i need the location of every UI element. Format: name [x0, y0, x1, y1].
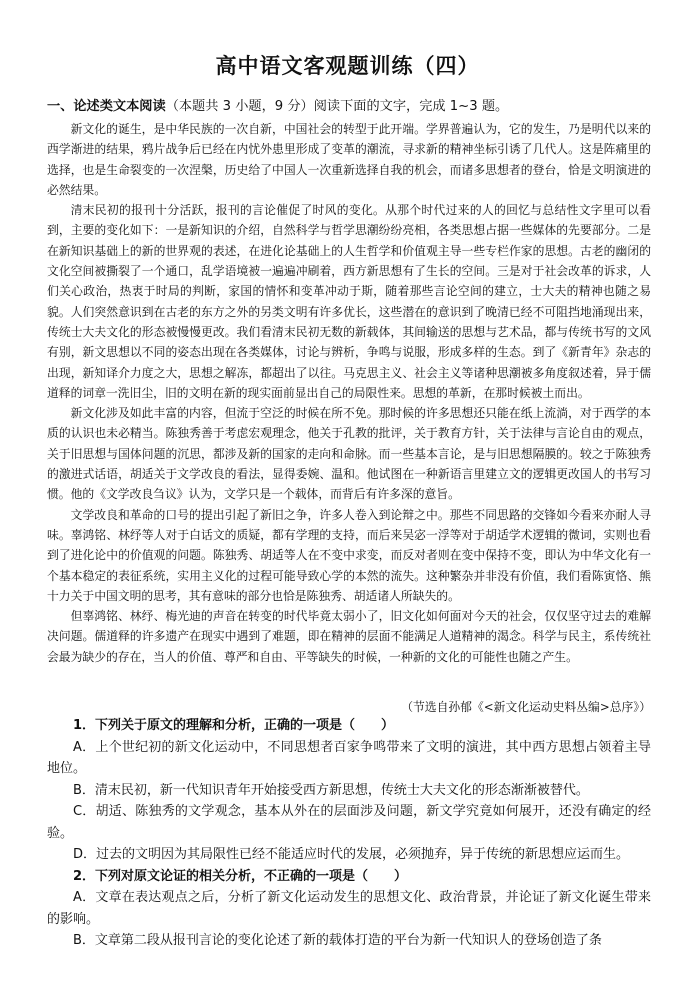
section-heading-line: [47, 97, 657, 117]
section-instruction: （本题共 3 小题，9 分）阅读下面的文字，完成 1~3 题。: [165, 99, 509, 114]
passage-paragraph: 但辜鸿铭、林纾、梅光迪的声音在转变的时代毕竟太弱小了，旧文化如何面对今天的社会，仅仅坚守过去的难解决问题。儒道释的许多遗产在现实中遇到了难题，即在精神的层面不能满足人道精神的渴念。科学与民主，系传统社会最为缺少的存在，当人的价值、尊严和自由、平等缺失的时候，一种新的文化的可能性也随之产生。: [47, 609, 651, 664]
passage-paragraph: 清末民初的报刊十分活跃，报刊的言论催促了时风的变化。从那个时代过来的人的回忆与总结性文字里可以看到，主要的变化如下：一是新知识的介绍，自然科学与哲学思潮纷纷亮相，各类思想占据一些媒体的先要部分。二是在新知识基础上的新的世界观的表述，在进化论基础上的人生哲学和价值观主导一些专栏作家的思想。古老的幽闭的文化空间被撕裂了一个通口，乱学语境被一遍遍冲刷着，西方新思想有了生长的空间。三是对于社会改革的诉求，人们关心政治，热衷于时局的判断，家国的情怀和变革冲动于斯，随着那些言论空间的建立，士大夫的精神也随之易貌。人们突然意识到在古老的东方之外的另类文明有许多优长，这些潜在的意识到了晚清已经不可阻挡地涌现出来，传统士大夫文化的形态被慢慢更改。我们看清末民初无数的新载体，其间输送的思想与艺术品，都与传统书写的文风有别，新文思想以不同的姿态出现在各类媒体，讨论与辨析，争鸣与说服，形成多样的生态。到了《新青年》杂志的出现，新知译介力度之大，思想之解冻，都超出了以往。马克思主义、社会主义等诸种思潮被多角度叙述着，异于儒道释的词章一洗旧尘，旧的文明在新的现实面前显出自己的局限性来。思想的革新，在那时候被土而出。: [47, 203, 651, 400]
question-stem: 2．下列对原文论证的相关分析，不正确的一项是（ ）: [73, 868, 408, 884]
option-c: C．胡适、陈独秀的文学观念，基本从外在的层面涉及问题，新文学究竟如何展开，还没有确定的经验。: [47, 804, 651, 841]
section-heading: 一、论述类文本阅读: [47, 99, 166, 114]
passage-paragraph: 文学改良和革命的口号的提出引起了新旧之争，许多人卷入到论辩之中。那些不同思路的交锋如今看来亦耐人寻味。辜鸿铭、林纾等人对于白话文的质疑，都有学理的支持，而后来吴宓一浮等对于胡适学术逻辑的微词，实则也看到了进化论中的价值观的问题。陈独秀、胡适等人在不变中求变，而反对者则在变中保持不变，即认为中华文化有一个基本稳定的表征系统，实用主义化的过程可能导致心学的本然的流失。这种繁杂并非没有价值，我们看陈寅恪、熊十力关于中国文明的思考，其有意味的部分也恰是陈独秀、胡适诸人所缺失的。: [47, 507, 651, 603]
option-b: B．清末民初，新一代知识青年开始接受西方新思想，传统士大夫文化的形态渐渐被替代。: [73, 782, 589, 798]
passage: [47, 119, 651, 667]
passage-source: （节选自孙郁《<新文化运动史料丛编>总序》）: [401, 700, 651, 714]
option-a: A．文章在表达观点之后，分析了新文化运动发生的思想文化、政治背景，并论证了新文化诞生带来的影响。: [47, 890, 651, 927]
questions: [47, 715, 651, 952]
option-d: D．过去的文明因为其局限性已经不能适应时代的发展，必须抛弃，异于传统的新思想应运而生。: [73, 847, 630, 862]
question-stem: 1．下列关于原文的理解和分析，正确的一项是（ ）: [73, 718, 395, 733]
passage-paragraph: 新文化涉及如此丰富的内容，但流于空泛的时候在所不免。那时候的许多思想还只能在纸上流淌，对于西学的本质的认识也未必精当。陈独秀善于考虑宏观理念，他关于孔教的批评，关于教育方针，关于法律与言论自由的观点，关于旧思想与国体问题的沉思，都涉及新的国家的走向和命脉。而一些基本言论，是与旧思想隔膜的。较之于陈独秀的激进式话语，胡适关于文学改良的看法，显得委婉、温和。他试图在一种新语言里建立文的逻辑更改国人的书写习惯。他的《文学改良刍议》认为，文学只是一个载体，而背后有许多深的意旨。: [47, 406, 651, 502]
option-b: B．文章第二段从报刊言论的变化论述了新的载体打造的平台为新一代知识人的登场创造了条: [73, 933, 602, 948]
page-title: 高中语文客观题训练（四）: [215, 53, 480, 78]
option-a: A．上个世纪初的新文化运动中，不同思想者百家争鸣带来了文明的演进，其中西方思想占领着主导地位。: [47, 739, 651, 776]
passage-paragraph: 新文化的诞生，是中华民族的一次自新，中国社会的转型于此开端。学界普遍认为，它的发生，乃是明代以来的西学渐进的结果，鸦片战争后已经在内忧外患里形成了变革的潮流，寻求新的精神坐标引诱了几代人。这是阵痛里的选择，也是生命裂变的一次涅槃，历史给了中国人一次重新选择自我的机会，而诸多思想者的登台，恰是文明演进的必然结果。: [47, 122, 651, 197]
